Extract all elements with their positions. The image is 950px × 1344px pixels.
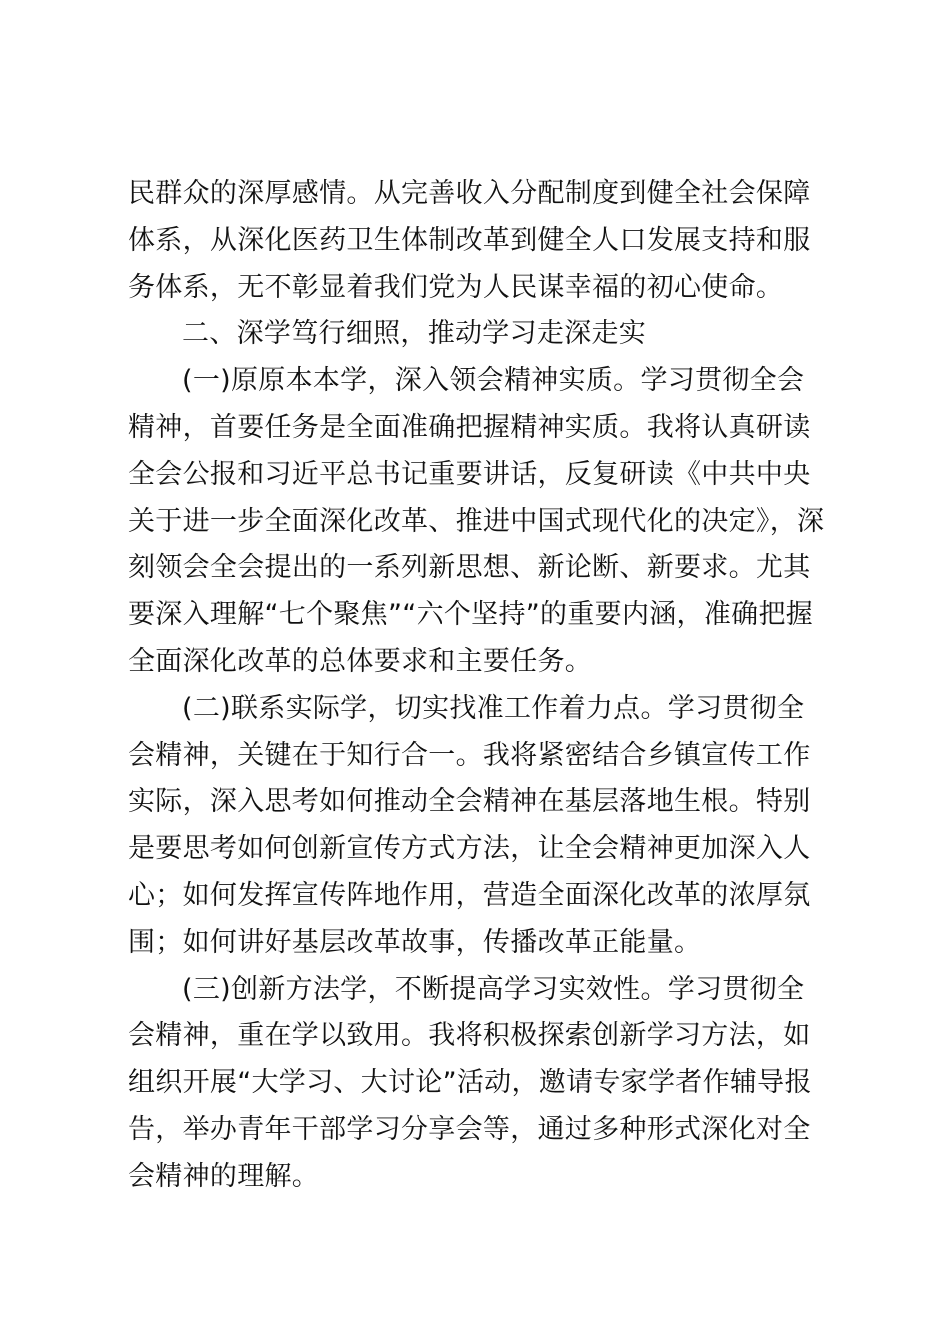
document-body bbox=[128, 171, 830, 1201]
item-2-paragraph: (二)联系实际学，切实找准工作着力点。学习贯彻全会精神，关键在于知行合一。我将紧密结合乡镇宣传工作实际，深入思考如何推动全会精神在基层落地生根。特别是要思考如何创新宣传方式方法，让全会精神更加深入人心；如何发挥宣传阵地作用，营造全面深化改革的浓厚氛围；如何讲好基层改革故事，传播改革正能量。 bbox=[128, 692, 811, 958]
section-heading: 二、深学笃行细照，推动学习走深走实 bbox=[182, 318, 647, 350]
item-3-paragraph: (三)创新方法学，不断提高学习实效性。学习贯彻全会精神，重在学以致用。我将积极探索创新学习方法，如组织开展“大学习、大讨论”活动，邀请专家学者作辅导报告，举办青年干部学习分享会等，通过多种形式深化对全会精神的理解。 bbox=[128, 973, 812, 1192]
continuation-paragraph: 民群众的深厚感情。从完善收入分配制度到健全社会保障体系，从深化医药卫生体制改革到健全人口发展支持和服务体系，无不彰显着我们党为人民谋幸福的初心使命。 bbox=[128, 178, 811, 303]
item-1-paragraph: (一)原原本本学，深入领会精神实质。学习贯彻全会精神，首要任务是全面准确把握精神实质。我将认真研读全会公报和习近平总书记重要讲话，反复研读《中共中央关于进一步全面深化改革、推进中国式现代化的决定》，深刻领会全会提出的一系列新思想、新论断、新要求。尤其要深入理解“七个聚焦”“六个坚持”的重要内涵，准确把握全面深化改革的总体要求和主要任务。 bbox=[128, 365, 825, 677]
